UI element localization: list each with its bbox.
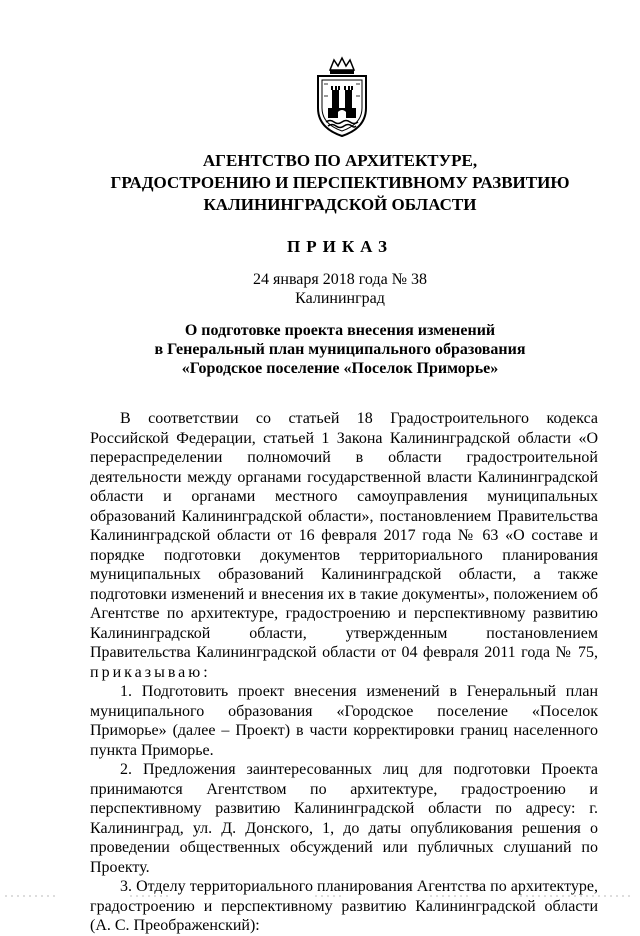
order-meta [90,270,590,308]
item-3-paragraph: 3. Отделу территориального планирования Агентства по архитектуре, градостроению и перспективному развитию Калининградской области (А. С. Преображенский): [90,878,598,934]
kaliningrad-coat-of-arms-icon [310,56,374,138]
agency-line-2: ГРАДОСТРОЕНИЮ И ПЕРСПЕКТИВНОМУ РАЗВИТИЮ [110,173,570,192]
agency-name [90,150,590,216]
order-title: ПРИКАЗ [287,237,393,256]
subject-line-1: О подготовке проекта внесения изменений [184,322,496,339]
order-body [90,409,598,936]
subject-line-3: «Городское поселение «Поселок Приморье» [181,360,499,377]
agency-line-1: АГЕНТСТВО ПО АРХИТЕКТУРЕ, [202,151,478,170]
scan-footer-marks [0,893,640,899]
order-subject [90,321,590,378]
order-city: Калининград [295,290,385,307]
agency-line-3: КАЛИНИНГРАДСКОЙ ОБЛАСТИ [203,195,477,214]
decree-word: приказываю: [90,663,211,681]
intro-text: В соответствии со статьей 18 Градостроительного кодекса Российской Федерации, статьей 1 Закона Калининградской области «О перераспределении полномочий в области градостроительной деятельности между органами государственной власти Калининградской области и органами местного самоуправления муниципальных образований Калининградской области», постановлением Правительства Калининградской области от 16 февраля 2017 года № 63 «О составе и порядке подготовки документов территориального планирования муниципальных образований Калининградской области, а также подготовки изменений и внесения их в такие документы», положением об Агентстве по архитектуре, градостроению и перспективному развитию Калининградской области, утвержденным постановлением Правительства Калининградской области от 04 февраля 2011 года № 75, [90,410,598,661]
intro-paragraph [90,409,598,682]
item-1-paragraph: 1. Подготовить проект внесения изменений в Генеральный план муниципального образования «Городское поселение «Поселок Приморье» (далее – Проект) в части корректировки границ населенного пункта Приморье. [90,683,598,759]
item-2-paragraph: 2. Предложения заинтересованных лиц для подготовки Проекта принимаются Агентством по архитектуре, градостроению и перспективному развитию Калининградской области по адресу: г. Калининград, ул. Д. Донского, 1, до даты опубликования решения о проведении общественных обсуждений или публичных слушаний по Проекту. [90,761,598,876]
subject-line-2: в Генеральный план муниципального образования [154,341,526,358]
order-date-number: 24 января 2018 года № 38 [253,271,427,288]
